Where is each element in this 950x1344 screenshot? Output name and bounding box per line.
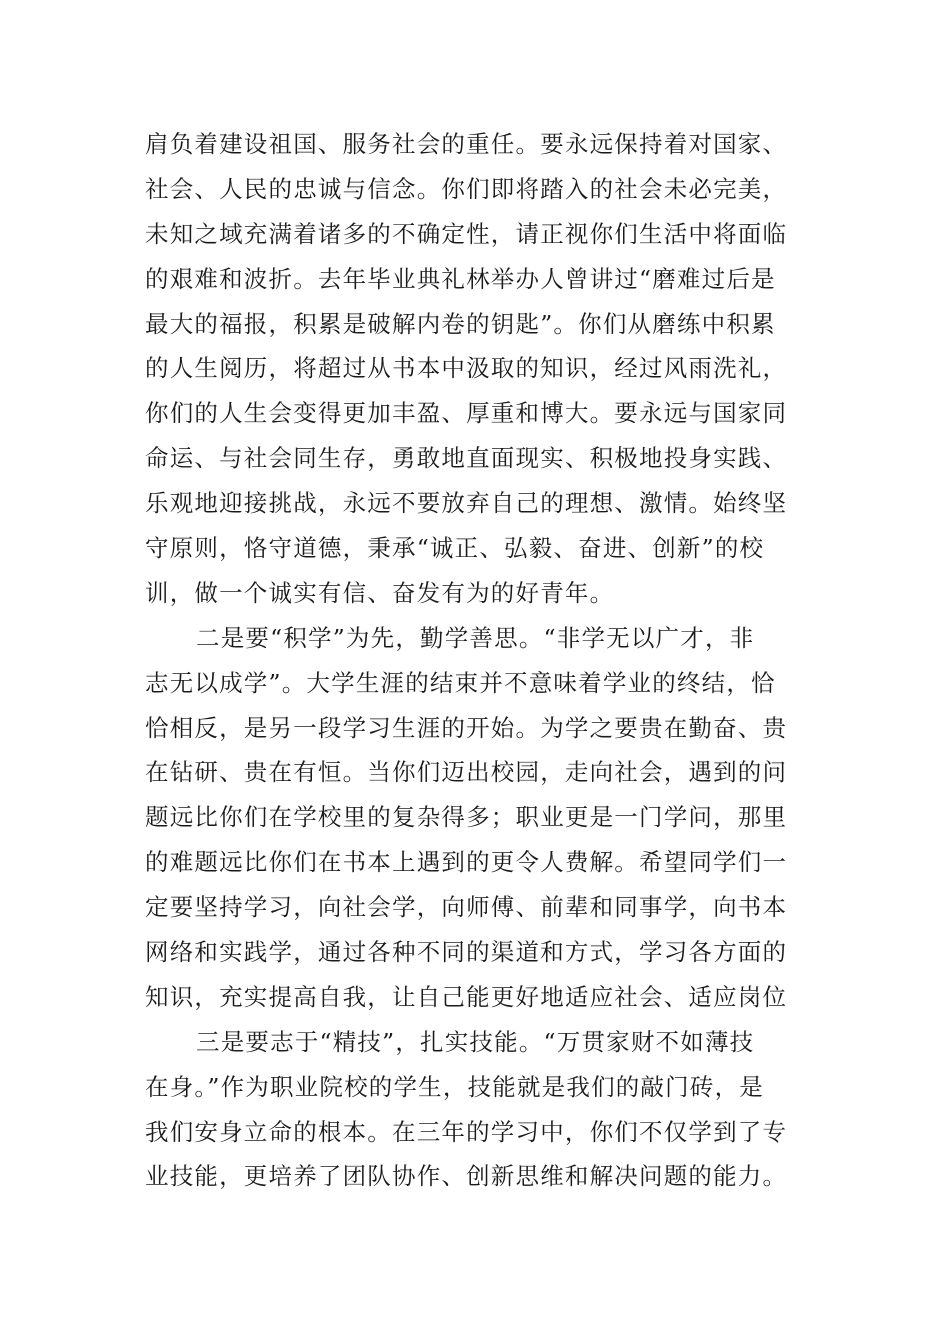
text-line: 的艰难和波折。去年毕业典礼林举办人曾讲过“磨难过后是 (145, 264, 776, 293)
body-text (145, 122, 815, 1199)
text-line: 命运、与社会同生存，勇敢地直面现实、积极地投身实践、 (145, 444, 788, 473)
text-line: 守原则，恪守道德，秉承“诚正、弘毅、奋进、创新”的校 (145, 534, 765, 563)
text-line: 的难题远比你们在书本上遇到的更令人费解。希望同学们一 (145, 848, 788, 877)
paragraph-first-line: 三是要志于“精技”，扎实技能。“万贯家财不如薄技 (196, 1027, 755, 1056)
text-line: 知识，充实提高自我，让自己能更好地适应社会、适应岗位 (145, 982, 788, 1011)
text-line: 社会、人民的忠诚与信念。你们即将踏入的社会未必完美， (145, 174, 788, 203)
text-line: 网络和实践学，通过各种不同的渠道和方式，学习各方面的 (145, 938, 788, 967)
text-line: 题远比你们在学校里的复杂得多；职业更是一门学问，那里 (145, 803, 788, 832)
text-line: 训，做一个诚实有信、奋发有为的好青年。 (145, 578, 615, 607)
text-line: 的人生阅历，将超过从书本中汲取的知识，经过风雨洗礼， (145, 354, 788, 383)
text-line: 乐观地迎接挑战，永远不要放弃自己的理想、激情。始终坚 (145, 489, 788, 518)
text-line: 你们的人生会变得更加丰盈、厚重和博大。要永远与国家同 (145, 399, 788, 428)
text-line: 未知之域充满着诸多的不确定性，请正视你们生活中将面临 (145, 219, 788, 248)
text-line: 在身。”作为职业院校的学生，技能就是我们的敲门砖，是 (145, 1072, 764, 1101)
text-line: 恰相反，是另一段学习生涯的开始。为学之要贵在勤奋、贵 (145, 713, 788, 742)
text-line: 在钻研、贵在有恒。当你们迈出校园，走向社会，遇到的问 (145, 758, 788, 787)
paragraph-first-line: 二是要“积学”为先，勤学善思。“非学无以广才，非 (196, 623, 755, 652)
text-line: 业技能，更培养了团队协作、创新思维和解决问题的能力。 (145, 1162, 788, 1191)
text-line: 肩负着建设祖国、服务社会的重任。要永远保持着对国家、 (145, 130, 788, 158)
text-line: 定要坚持学习，向社会学，向师傅、前辈和同事学，向书本 (145, 893, 788, 922)
text-line: 最大的福报，积累是破解内卷的钥匙”。你们从磨练中积累 (145, 309, 776, 338)
text-line: 我们安身立命的根本。在三年的学习中，你们不仅学到了专 (145, 1117, 788, 1146)
text-line: 志无以成学”。大学生涯的结束并不意味着学业的终结，恰 (145, 668, 776, 697)
